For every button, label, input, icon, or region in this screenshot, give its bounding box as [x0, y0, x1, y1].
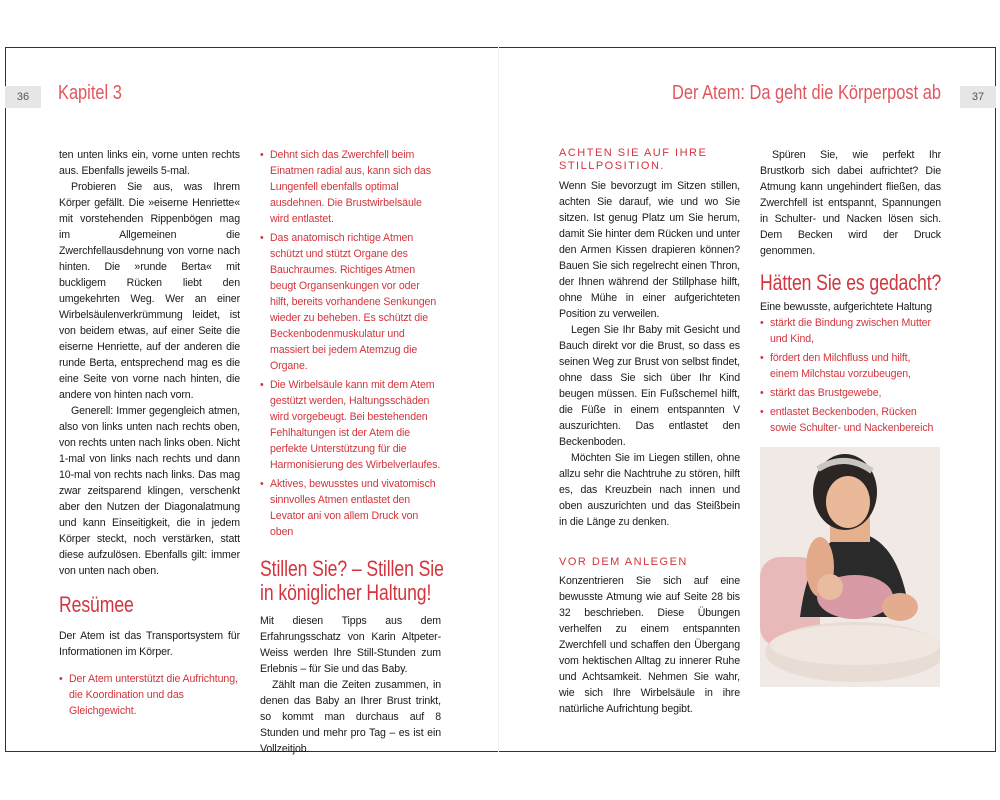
bullet-item: • Dehnt sich das Zwerchfell beim Einatmen radial aus, kann sich das Lungenfell ebenfalls optimal ausdehnen. Die Brustwirbelsäule wird entlastet. — [260, 147, 441, 227]
page-number-left: 36 — [5, 86, 41, 108]
paragraph: Eine bewusste, aufgerichtete Haltung — [760, 301, 932, 313]
running-header-left: Kapitel 3 — [58, 82, 122, 104]
bullet-item: • Das anatomisch richtige Atmen schützt und stützt Organe des Bauchraumes. Richtiges Atmen beugt Organsenkungen vor oder hilft, bereits vorhandene Senkungen wieder zu beheben. Es schützt die Beckenbodenmuskulatur und massiert bei jedem Atemzug die Organe. — [260, 230, 441, 374]
running-header-right: Der Atem: Da geht die Körperpost ab — [672, 82, 941, 104]
paragraph: Zählt man die Zeiten zusammen, in denen das Baby an Ihrer Brust trinkt, so kommt man durchaus auf 8 Stunden und mehr pro Tag – es ist ein Vollzeitjob. — [260, 679, 441, 755]
bullet-item: • Der Atem unterstützt die Aufrichtung, die Koordination und das Gleichgewicht. — [59, 671, 240, 719]
paragraph: Generell: Immer gegengleich atmen, also von links unten nach rechts oben, von rechts unten nach links oben. Nicht 1-mal von links nach rechts und dann 10-mal von rechts nach links. Das mag zwar zeitsparend klingen, verschenkt aber den Nutzen der Diagonalatmung und kann Einseitigkeit, die in jedem Körper steckt, noch verstärken, statt diese aufzulösen. Ebenfalls gilt: immer von unten nach oben. — [59, 405, 241, 577]
page-number-right: 37 — [960, 86, 996, 108]
paragraph: Möchten Sie im Liegen stillen, ohne allzu sehr die Nachtruhe zu stören, hilft es, das Kreuzbein nach innen und oben auszurichten und das Steißbein in die Länge zu denken. — [559, 452, 740, 528]
section-heading-haetten-sie: Hätten Sie es gedacht? — [760, 270, 942, 295]
paragraph: Legen Sie Ihr Baby mit Gesicht und Bauch direkt vor die Brust, so dass es seinen Weg zur Brust von selbst findet, ohne dass Sie sich über Ihr Kind beugen müssen. Ein Fußschemel hilft, die Füße in einem entspannten V auszurichten. Das entlastet den Beckenboden. — [559, 324, 740, 448]
paragraph: Wenn Sie bevorzugt im Sitzen stillen, achten Sie darauf, wie und wo Sie sitzen. Ist genug Platz um Sie herum, damit Sie hinter dem Rücken und unter den Armen Kissen drapieren können? Bauen Sie sich regelrecht einen Thron, der Ihnen während der Stillphase hilft, ohne Mühe in einer aufgerichteten Position zu verweilen. — [559, 180, 740, 320]
subheading-stillposition-line2: STILLPOSITION. — [559, 160, 665, 172]
bullet-item: • stärkt das Brustgewebe, — [760, 385, 941, 401]
column-1 — [59, 147, 240, 722]
column-4 — [760, 147, 941, 439]
bullet-item: • entlastet Beckenboden, Rücken sowie Schulter- und Nackenbereich — [760, 404, 941, 436]
bullet-item: • Die Wirbelsäule kann mit dem Atem gestützt werden, Haltungsschäden wird vorgebeugt. Bei bestehenden Fehlhaltungen ist der Atem die perfekte Unterstützung für die Harmonisierung des Wirbelverlaufes. — [260, 377, 441, 473]
bullet-item: • stärkt die Bindung zwischen Mutter und Kind, — [760, 315, 941, 347]
breastfeeding-mother-photo — [760, 447, 940, 687]
subheading-vor-dem-anlegen: VOR DEM ANLEGEN — [559, 556, 688, 568]
paragraph: Mit diesen Tipps aus dem Erfahrungsschatz von Karin Altpeter-Weiss werden Ihre Still-Stunden zum Erlebnis – für Sie und das Baby. — [260, 615, 441, 675]
section-heading-stillen-line2: in königlicher Haltung! — [260, 580, 432, 605]
paragraph: Der Atem ist das Transportsystem für Informationen im Körper. — [59, 630, 240, 658]
paragraph: Spüren Sie, wie perfekt Ihr Brustkorb sich dabei aufrichtet? Die Atmung kann ungehindert fließen, das Zwerchfell ist entspannt, Spannungen in Schulter- und Nacken lösen sich. Dem Becken wird der Druck genommen. — [760, 149, 941, 257]
section-heading-stillen-line1: Stillen Sie? – Stillen Sie — [260, 556, 444, 581]
bullet-item: • fördert den Milchfluss und hilft, einem Milchstau vorzubeugen, — [760, 350, 941, 382]
section-heading-resuemee: Resümee — [59, 592, 134, 617]
column-3 — [559, 147, 740, 717]
paragraph: Probieren Sie aus, was Ihrem Körper gefällt. Die »eiserne Henriette« mit vorstehenden Rippenbögen mag im Allgemeinen die Zwerchfellausdehnung von vorne nach hinten. Die »runde Berta« mit buckligem Rücken liebt den umgekehrten Weg. Wer an einer Wirbelsäulenverkrümmung leidet, ist von beidem etwas, auf einer Seite die eiserne Henriette, auf der anderen die runde Berta, entsprechend mag es die eine Seite von vorne nach hinten, die andere von hinten nach vorn. — [59, 181, 240, 401]
paragraph: Konzentrieren Sie sich auf eine bewusste Atmung wie auf Seite 28 bis 32 beschrieben. Diese Übungen verhelfen zu einem entspannten Zwerchfell und schaffen den Übergang vom hektischen Alltag zu innerer Ruhe und Achtsamkeit. Nehmen Sie wahr, wie sich Ihre Wirbelsäule in ihre natürliche Aufrichtung begibt. — [559, 575, 740, 715]
subheading-stillposition-line1: ACHTEN SIE AUF IHRE — [559, 147, 708, 159]
column-2 — [260, 147, 444, 757]
paragraph: ten unten links ein, vorne unten rechts aus. Ebenfalls jeweils 5-mal. — [59, 149, 240, 177]
bullet-item: • Aktives, bewusstes und vivatomisch sinnvolles Atmen entlastet den Levator ani von allem Druck von oben — [260, 476, 441, 540]
page-gutter — [498, 47, 499, 752]
